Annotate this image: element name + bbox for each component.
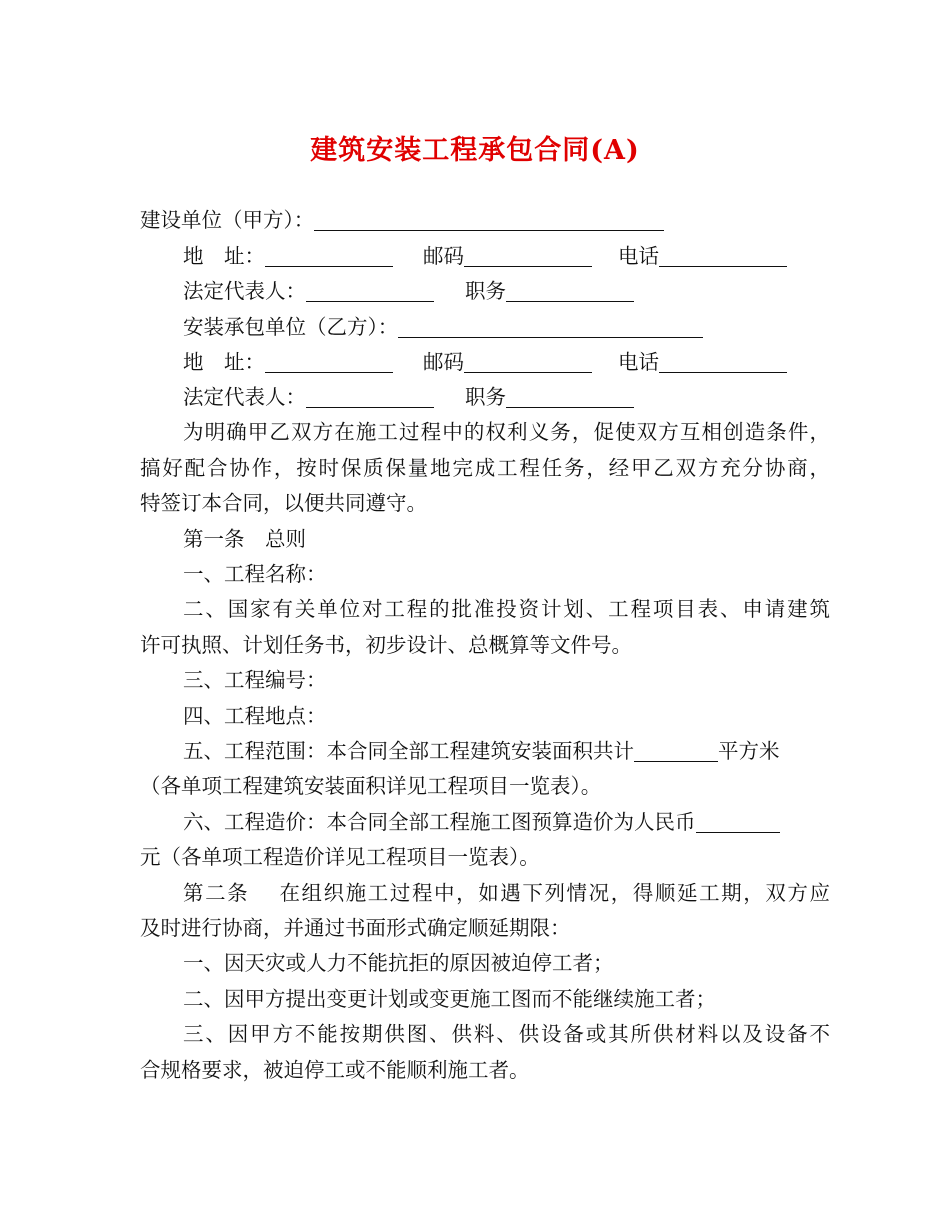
- article-2-item-3-line-2: 合规格要求，被迫停工或不能顺利施工者。: [140, 1058, 530, 1082]
- party-b-phone-label: 电话: [618, 350, 659, 374]
- party-b-address-blank[interactable]: [265, 350, 393, 373]
- article-1-item-2-line-2: 许可执照、计划任务书，初步设计、总概算等文件号。: [140, 633, 632, 657]
- party-b-rep-blank[interactable]: [306, 385, 434, 408]
- party-a-position-blank[interactable]: [506, 279, 634, 302]
- party-b-phone-blank[interactable]: [659, 350, 787, 373]
- article-1-item-5-line-2: （各单项工程建筑安装面积详见工程项目一览表）。: [140, 774, 602, 798]
- party-a-phone-label: 电话: [618, 244, 659, 268]
- party-a-address-label: 地 址：: [183, 244, 265, 268]
- party-a-address-blank[interactable]: [265, 244, 393, 267]
- article-1-item-3: 三、工程编号：: [183, 668, 327, 692]
- article-2-item-3-line-1: 三、因甲方不能按期供图、供料、供设备或其所供材料以及设备不: [183, 1022, 830, 1046]
- party-b-postcode-blank[interactable]: [464, 350, 592, 373]
- cost-prefix: 六、工程造价：本合同全部工程施工图预算造价为人民币: [183, 810, 696, 834]
- preamble-line-3: 特签订本合同，以便共同遵守。: [140, 491, 427, 515]
- party-a-phone-blank[interactable]: [659, 244, 787, 267]
- article-1-item-1: 一、工程名称：: [183, 562, 327, 586]
- document-title: 建筑安装工程承包合同(A): [310, 135, 640, 166]
- cost-blank[interactable]: [696, 810, 780, 833]
- party-a-postcode-label: 邮码: [423, 244, 464, 268]
- party-b-rep-line: [183, 380, 830, 414]
- preamble-line-1: 为明确甲乙双方在施工过程中的权利义务，促使双方互相创造条件，: [183, 420, 830, 444]
- party-b-contact-line: [183, 345, 830, 379]
- article-2-line-1: 第二条 在组织施工过程中，如遇下列情况，得顺延工期，双方应: [183, 881, 830, 905]
- party-b-position-label: 职务: [465, 385, 506, 409]
- party-a-rep-blank[interactable]: [306, 279, 434, 302]
- article-1-item-6-line-2: 元（各单项工程造价详见工程项目一览表）。: [140, 845, 540, 869]
- party-a-rep-line: [183, 274, 830, 308]
- article-1-item-4: 四、工程地点：: [183, 704, 327, 728]
- article-2-item-2: 二、因甲方提出变更计划或变更施工图而不能继续施工者；: [183, 987, 716, 1011]
- party-a-position-label: 职务: [465, 279, 506, 303]
- party-a-contact-line: [183, 239, 830, 273]
- article-1-item-5-line-1: [183, 734, 830, 768]
- article-2-item-1: 一、因天灾或人力不能抗拒的原因被迫停工者；: [183, 951, 614, 975]
- party-b-position-blank[interactable]: [506, 385, 634, 408]
- party-b-unit-blank[interactable]: [398, 315, 703, 338]
- party-b-unit-line: [183, 310, 830, 344]
- party-b-unit-label: 安装承包单位（乙方）：: [183, 315, 399, 339]
- party-a-unit-label: 建设单位（甲方）：: [140, 208, 315, 232]
- area-prefix: 五、工程范围：本合同全部工程建筑安装面积共计: [183, 739, 634, 763]
- area-blank[interactable]: [634, 739, 718, 762]
- party-a-rep-label: 法定代表人：: [183, 279, 306, 303]
- party-a-unit-line: [140, 203, 830, 237]
- article-1-heading: 第一条 总则: [183, 527, 306, 551]
- area-unit: 平方米: [718, 739, 780, 763]
- party-a-unit-blank[interactable]: [314, 208, 664, 231]
- party-b-postcode-label: 邮码: [423, 350, 464, 374]
- article-1-item-6-line-1: [183, 805, 830, 839]
- article-2-line-2: 及时进行协商，并通过书面形式确定顺延期限：: [140, 916, 571, 940]
- party-a-postcode-blank[interactable]: [464, 244, 592, 267]
- article-1-item-2-line-1: 二、国家有关单位对工程的批准投资计划、工程项目表、申请建筑: [183, 597, 830, 621]
- party-b-rep-label: 法定代表人：: [183, 385, 306, 409]
- party-b-address-label: 地 址：: [183, 350, 265, 374]
- preamble-line-2: 搞好配合协作，按时保质保量地完成工程任务，经甲乙双方充分协商，: [140, 456, 830, 480]
